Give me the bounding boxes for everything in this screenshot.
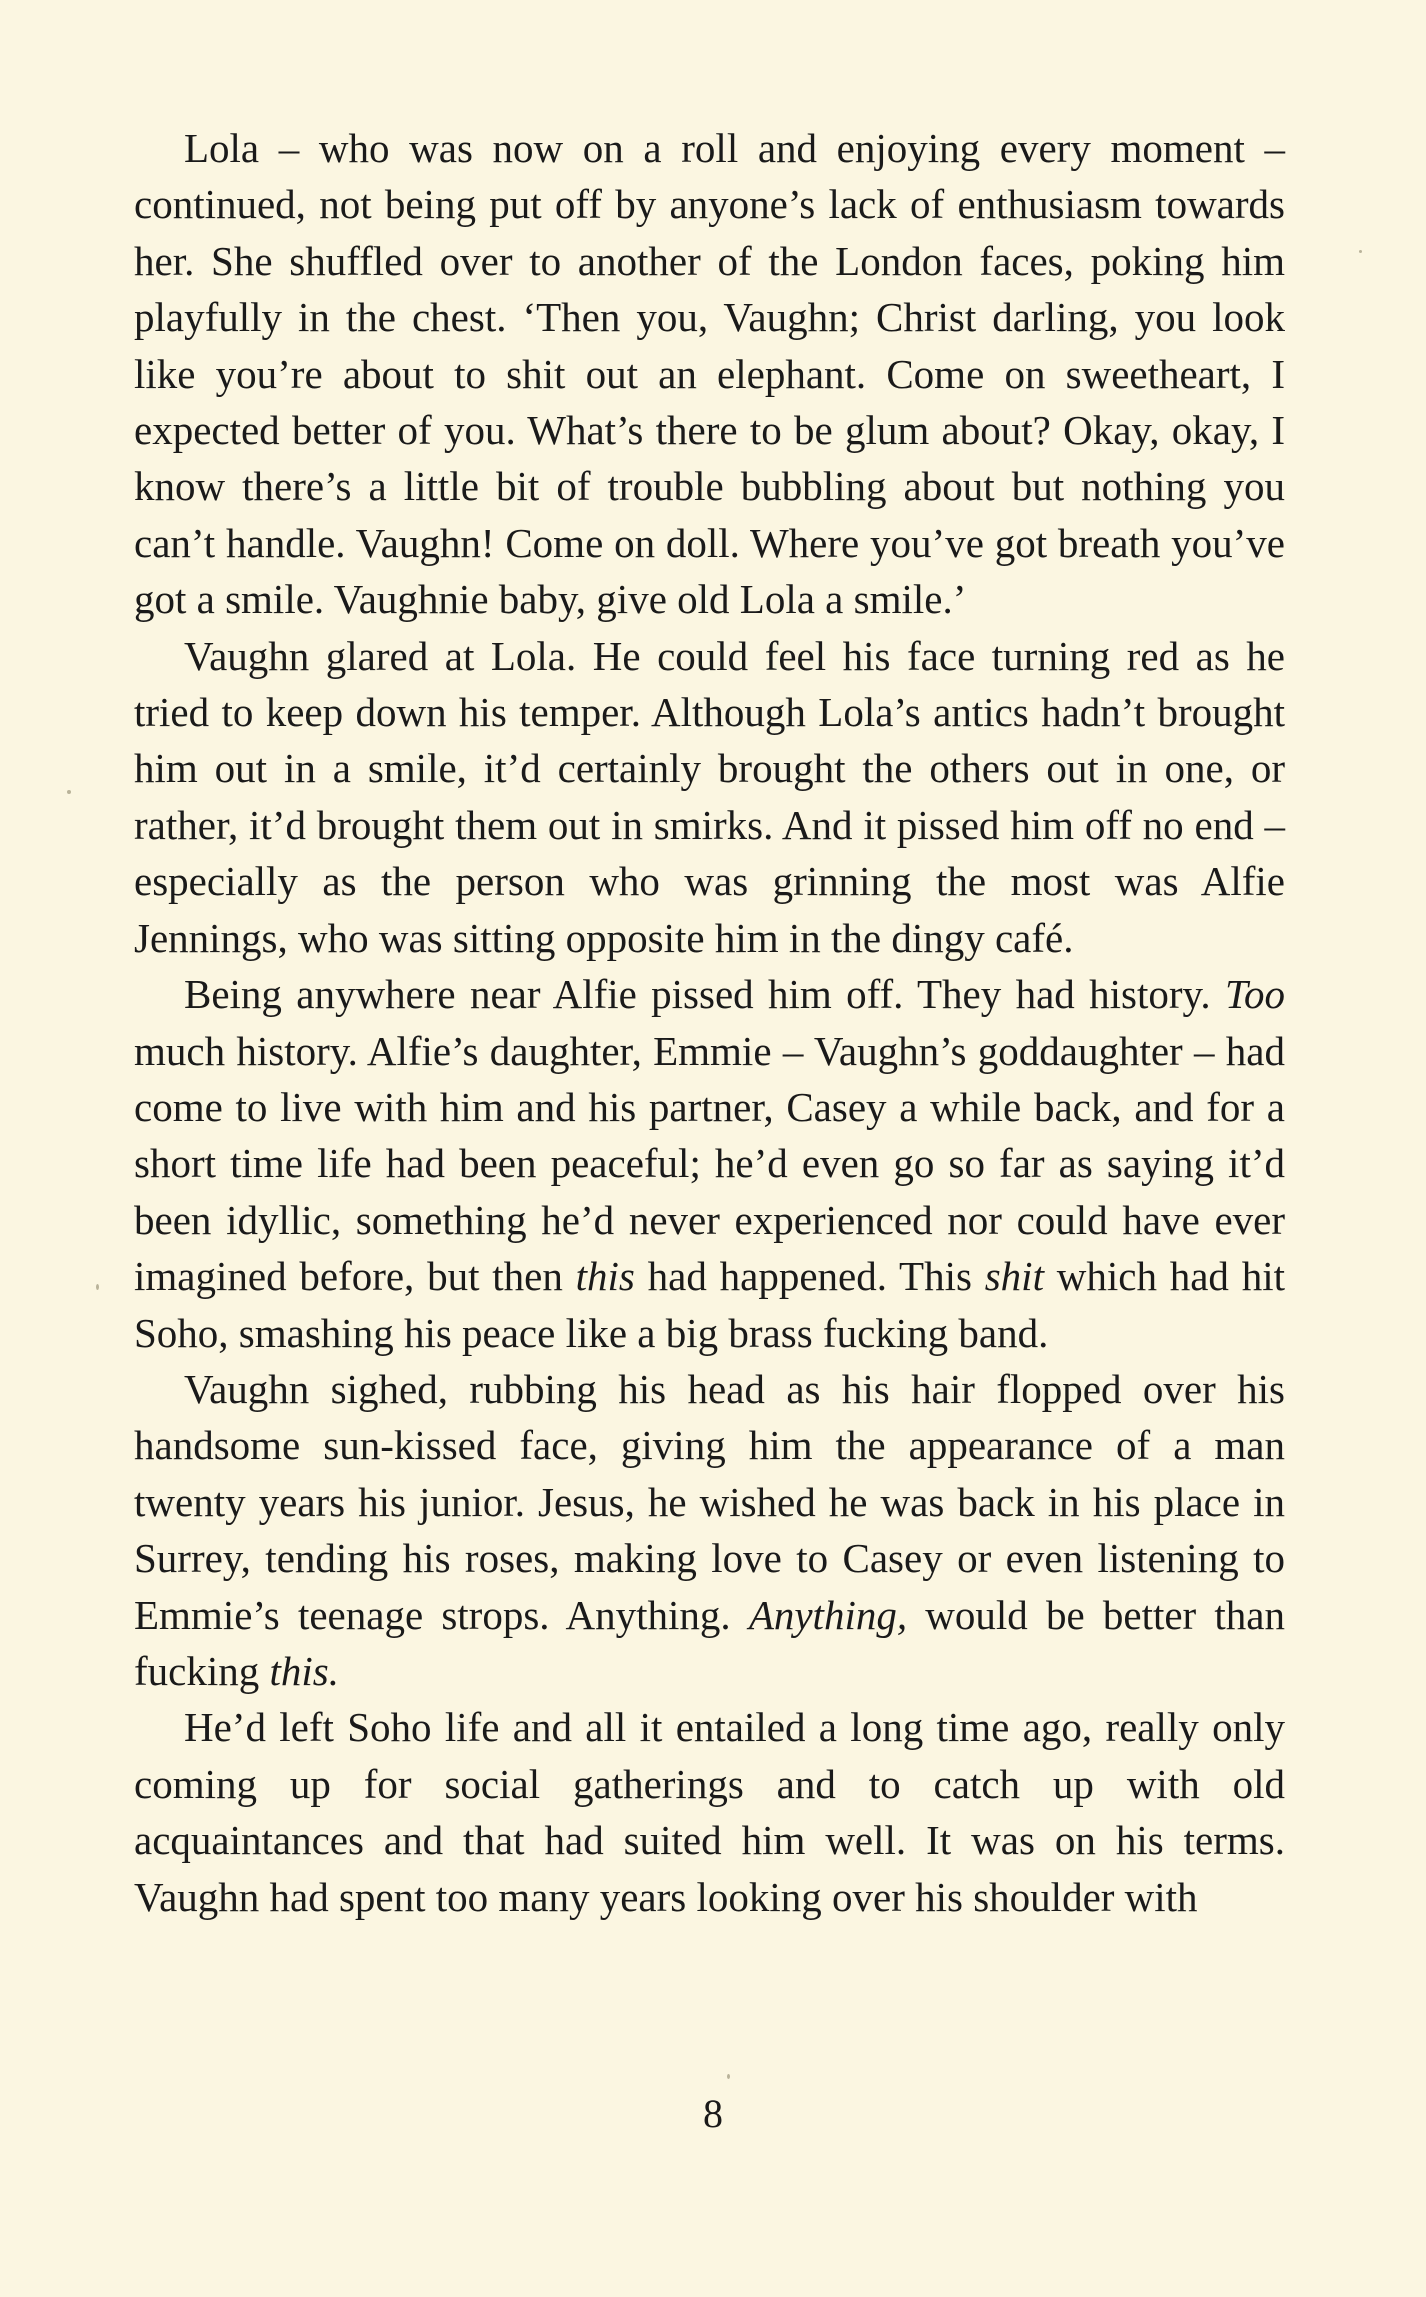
italic-emphasis: this	[575, 1253, 635, 1300]
paragraph-text: had happened. This	[634, 1253, 985, 1300]
paper-speck	[727, 2074, 730, 2079]
paper-speck	[1359, 250, 1362, 253]
paragraph-text: which had hit Soho, smashing his peace like a big brass fucking band.	[134, 1253, 1285, 1356]
paragraph-5	[134, 1699, 1285, 1925]
paragraph-text: would be better than fucking	[134, 1591, 1285, 1694]
body-text	[134, 120, 1285, 1925]
paragraph-text: Lola – who was now on a roll and enjoying every moment – continued, not being put off by anyone’s lack of enthusiasm towards her. She shuffled over to another of the London faces, poking him playfully in the chest. ‘Then you, Vaughn; Christ darling, you look like you’re about to shit out an elephant. Come on sweetheart, I expected better of you. What’s there to be glum about? Okay, okay, I know there’s a little bit of trouble bubbling about but nothing you can’t handle. Vaughn! Come on doll. Where you’ve got breath you’ve got a smile. Vaughnie baby, give old Lola a smile.’	[134, 125, 1285, 623]
paper-speck	[67, 790, 71, 794]
paragraph-3	[134, 966, 1285, 1361]
paper-speck	[96, 1284, 99, 1290]
paragraph-text: Vaughn glared at Lola. He could feel his face turning red as he tried to keep down his temper. Although Lola’s antics hadn’t brought him out in a smile, it’d certainly brought the others out in one, or rather, it’d brought them out in smirks. And it pissed him off no end – especially as the person who was grinning the most was Alfie Jennings, who was sitting opposite him in the dingy café.	[134, 632, 1285, 961]
paragraph-4	[134, 1361, 1285, 1699]
italic-emphasis: this.	[269, 1647, 339, 1694]
italic-emphasis: Too	[1224, 971, 1285, 1018]
italic-emphasis: Anything,	[748, 1591, 908, 1638]
paragraph-2	[134, 628, 1285, 966]
paragraph-text: Being anywhere near Alfie pissed him off. They had history.	[184, 971, 1225, 1018]
paragraph-text: He’d left Soho life and all it entailed a long time ago, really only coming up for social gatherings and to catch up with old acquaintances and that had suited him well. It was on his terms. Vaughn had spent too many years looking over his shoulder with	[134, 1704, 1285, 1920]
italic-emphasis: shit	[984, 1253, 1044, 1300]
paragraph-text: Vaughn sighed, rubbing his head as his hair flopped over his handsome sun-kissed face, giving him the appearance of a man twenty years his junior. Jesus, he wished he was back in his place in Surrey, tending his roses, making love to Casey or even listening to Emmie’s teenage strops. Anything.	[134, 1365, 1285, 1638]
page-number: 8	[703, 2091, 723, 2136]
paragraph-text: much history. Alfie’s daughter, Emmie – Vaughn’s goddaughter – had come to live with him and his partner, Casey a while back, and for a short time life had been peaceful; he’d even go so far as saying it’d been idyllic, something he’d never experienced nor could have ever imagined before, but then	[134, 1027, 1285, 1300]
paragraph-1	[134, 120, 1285, 628]
